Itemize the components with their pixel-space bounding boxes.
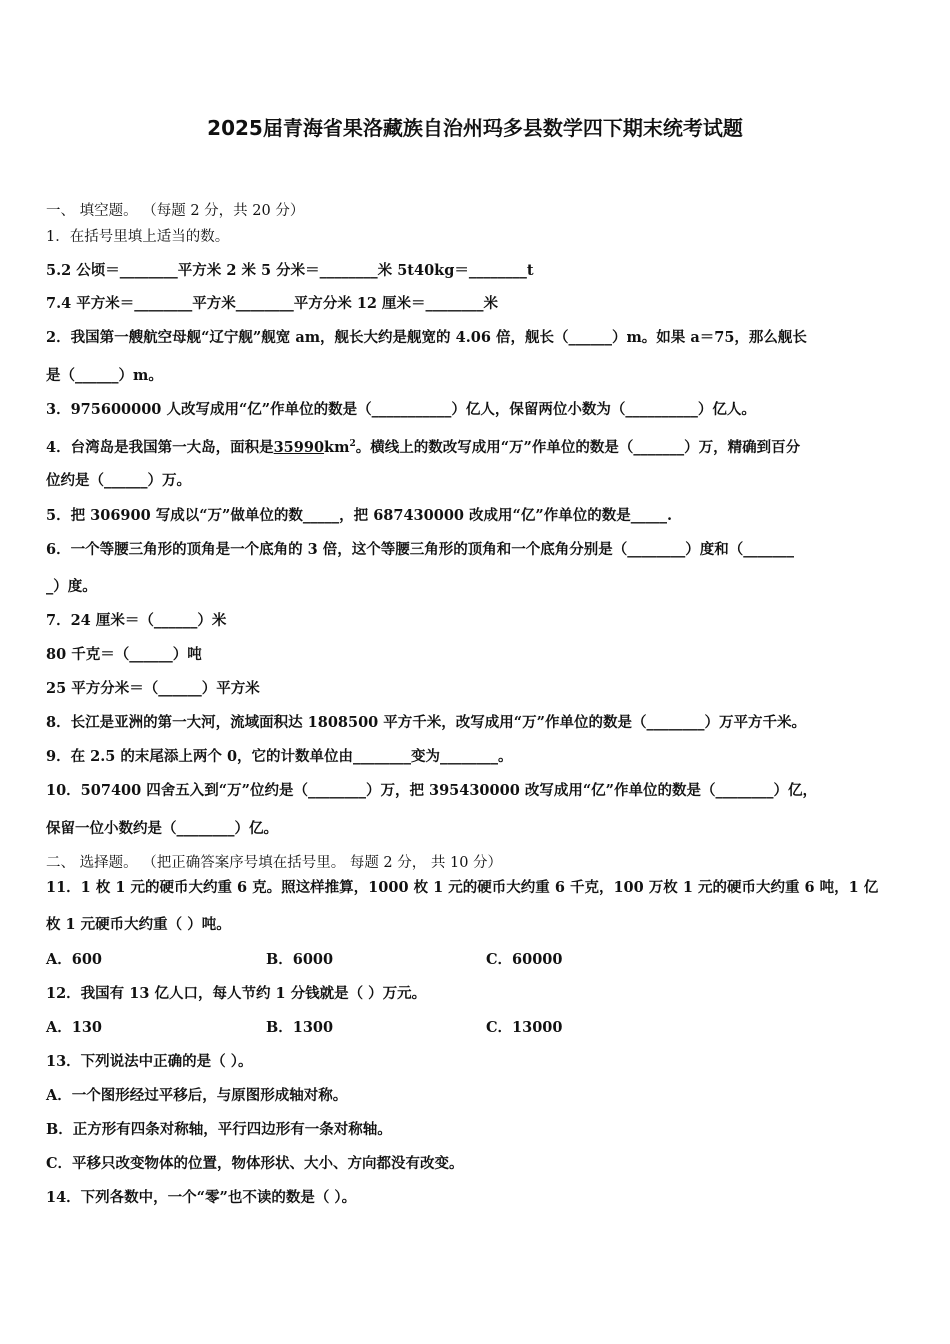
q1-stem: 1．在括号里填上适当的数。 [46,229,230,245]
q6-line-2: _）度。 [46,578,97,595]
q8: 8．长江是亚洲的第一大河，流域面积达 1808500 平方千米，改写成用“万”作单位的数是（________）万平方千米。 [46,714,806,731]
q4-unit-sup: 2 [349,439,356,449]
q4-line-1 [46,434,916,458]
q11-line-2: 枚 1 元硬币大约重（ ）吨。 [46,916,231,933]
q10-line-2: 保留一位小数约是（________）亿。 [46,820,278,837]
q14-stem: 14．下列各数中，一个“零”也不读的数是（ ）。 [46,1189,357,1206]
q13-option-c: C．平移只改变物体的位置，物体形状、大小、方向都没有改变。 [46,1155,464,1172]
q7-line-1: 7．24 厘米＝（______）米 [46,612,227,629]
q4-pre: 4．台湾岛是我国第一大岛，面积是 [46,438,274,456]
q13-stem: 13．下列说法中正确的是（ ）。 [46,1053,253,1070]
q7-line-2: 80 千克＝（______）吨 [46,646,202,663]
q1-line-2: 7.4 平方米＝________平方米________平方分米 12 厘米＝________米 [46,295,499,312]
q11-line-1: 11．1 枚 1 元的硬币大约重 6 克。照这样推算，1000 枚 1 元的硬币大约重 6 千克，100 万枚 1 元的硬币大约重 6 吨，1 亿 [46,879,879,896]
q4-underlined-number: 35990 [273,438,325,456]
q12-options [46,1018,916,1038]
section-2-heading: 二、 选择题。 （把正确答案序号填在括号里。 每题 2 分， 共 10 分） [46,855,503,871]
q7-line-3: 25 平方分米＝（______）平方米 [46,680,260,697]
q12-stem: 12．我国有 13 亿人口，每人节约 1 分钱就是（ ）万元。 [46,985,427,1002]
q12-option-a: A．130 [46,1019,103,1036]
q3: 3．975600000 人改写成用“亿”作单位的数是（___________）亿人，保留两位小数为（__________）亿人。 [46,401,756,418]
q11-options [46,950,916,970]
q2-line-2: 是（______）m。 [46,367,163,384]
q4-unit: km [324,438,350,456]
q13-option-b: B．正方形有四条对称轴，平行四边形有一条对称轴。 [46,1121,392,1138]
q6-line-1: 6．一个等腰三角形的顶角是一个底角的 3 倍，这个等腰三角形的顶角和一个底角分别是（________）度和（_______ [46,541,795,558]
q13-option-a: A．一个图形经过平移后，与原图形成轴对称。 [46,1087,348,1104]
section-1-heading: 一、 填空题。 （每题 2 分，共 20 分） [46,203,305,219]
q12-option-b: B．1300 [266,1019,334,1036]
page-title: 2025届青海省果洛藏族自治州玛多县数学四下期末统考试题 [207,116,743,140]
q5: 5．把 306900 写成以“万”做单位的数_____，把 687430000 改成用“亿”作单位的数是_____. [46,507,673,524]
q1-line-1: 5.2 公顷＝________平方米 2 米 5 分米＝________米 5t40kg＝________t [46,262,534,279]
q11-option-a: A．600 [46,951,103,968]
q11-option-b: B．6000 [266,951,334,968]
q10-line-1: 10．507400 四舍五入到“万”位约是（________）万，把 395430000 改写成用“亿”作单位的数是（________）亿， [46,782,818,799]
q4-line-2: 位约是（______）万。 [46,472,191,489]
q9: 9．在 2.5 的末尾添上两个 0，它的计数单位由________变为________。 [46,748,513,765]
q4-post: 。横线上的数改写成用“万”作单位的数是（_______）万，精确到百分 [355,438,801,456]
q2-line-1: 2．我国第一艘航空母舰“辽宁舰”舰宽 am，舰长大约是舰宽的 4.06 倍，舰长（______）m。如果 a＝75，那么舰长 [46,329,807,346]
q11-option-c: C．60000 [486,951,563,968]
q12-option-c: C．13000 [486,1019,563,1036]
